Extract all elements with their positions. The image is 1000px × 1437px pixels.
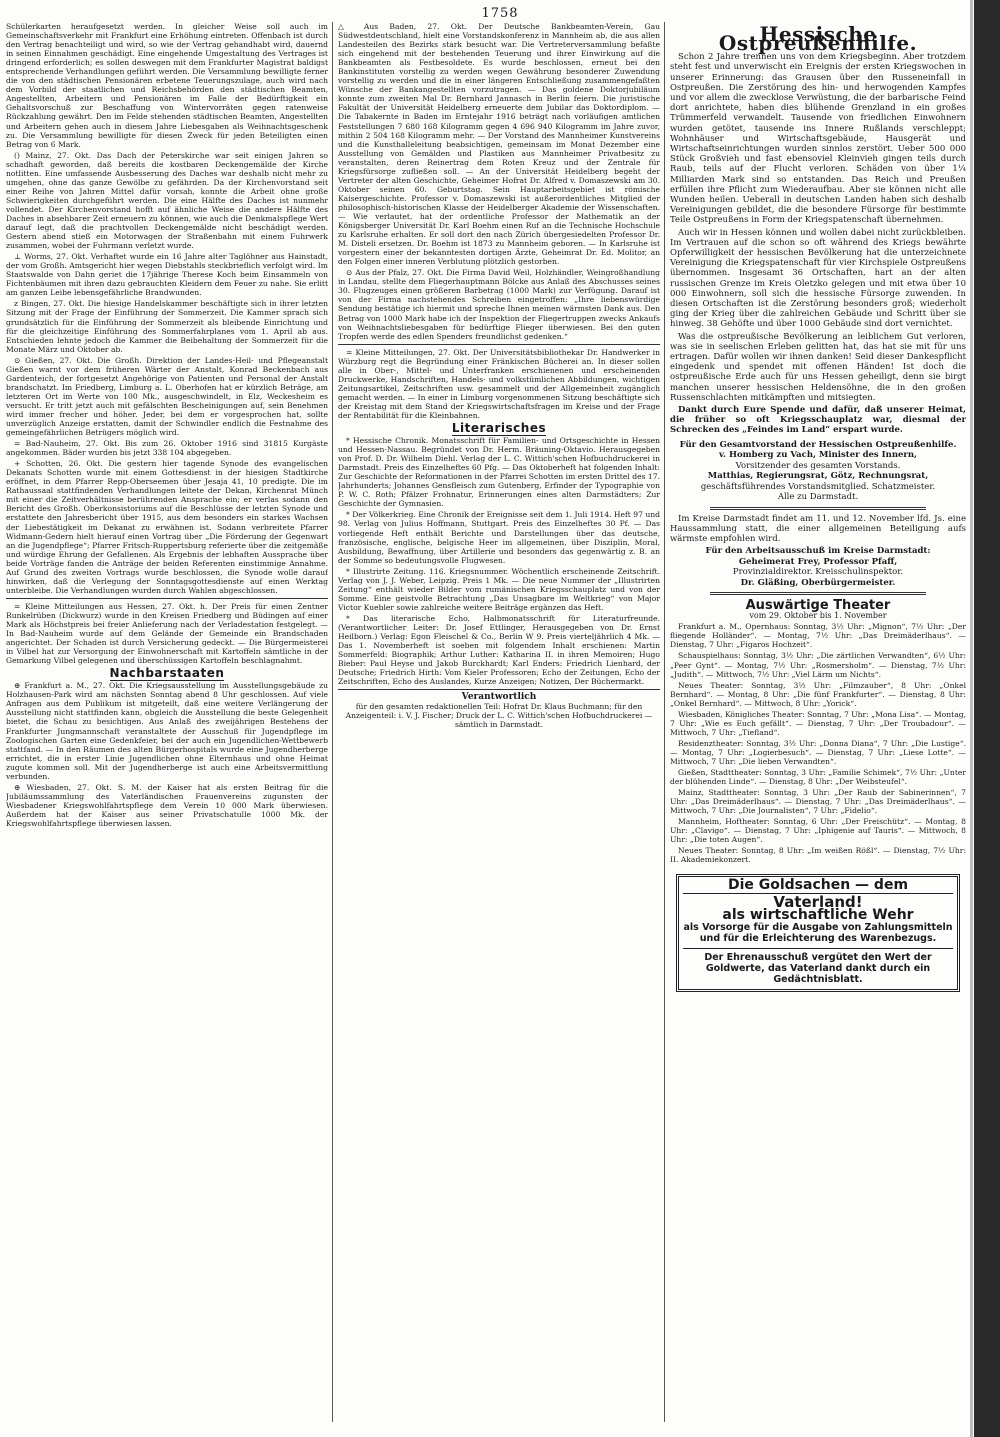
appeal-title: Hessische Ostpreußenhilfe. — [718, 22, 918, 56]
appeal-paragraph: Dankt durch Eure Spende und dafür, daß unserer Heimat, die früher so oft Kriegsschauplatz war, diesmal der Schrecken des „Feindes im Land“ erspart wurde. — [670, 405, 966, 436]
article-giessen: ⊙ Gießen, 27. Okt. Die Großh. Direktion der Landes-Heil- und Pflegeanstalt Gießen warnt vor dem früheren Wärter der Anstalt, Konrad Beckenbach aus Gardenteich, der fortgesetzt Angehörige von Patienten und Personal der Anstalt brandschatzt. Im Friedberg, Limburg a. L. Oberhofen hat er kürzlich Beträge, am letzteren Ort im Werte von 100 Mk., ausgeschwindelt, in Elz, Weckesheim es versucht. Er tritt jetzt auch mit gefälschten Bescheinigungen auf, sein Benehmen wird immer frecher und höher. Jeder, bei dem er vorgesprochen hat, sollte unverzüglich Anzeige erstatten, damit der Schwindler endlich die Festnahme des gemeingefährlichen Betrügers möglich wird. — [6, 355, 328, 438]
article-kleine-mitteilungen: = Kleine Mitteilungen, 27. Okt. Der Universitätsbibliothekar Dr. Handwerker in Würzburg regt die Begründung einer Fränkischen Bücherei an. In dieser sollen alle in Ober-, Mittel- und Unterfranken erschienenen und erscheinenden Druckwerke, Handschriften, Handels- und volkstümlichen Abbildungen, wichtigen Zeitungsartikel, Zeitschriften usw. gesammelt und der Allgemeinheit zugänglich gemacht werden. — In einer in Limburg vorgenommenen Sitzung beschäftigte sich der Kreistag mit dem Stand der Kriegswirtschaftsfragen im Kreise und der Frage der Rentabilität für die Kleinbahnen. — [338, 347, 660, 420]
collection-notice: Im Kreise Darmstadt findet am 11. und 12. November lfd. Js. eine Haussammlung statt, die einer allgemeinen Beteiligung aufs wärmste empfohlen wird. — [670, 513, 966, 545]
review-illustrirte-zeitung: * Illustrirte Zeitung. 116. Kriegsnummer. Wöchentlich erscheinende Zeitschrift. Verlag von J. J. Weber, Leipzig. Preis 1 Mk. — Die neue Nummer der „Illustrirten Zeitung“ enthält wieder Bilder vom rumänischen Kriegsschauplatz und von der Somme. Eine geistvolle Betrachtung „Das Unsagbare im Weltkrieg“ von Major Victor Kuebler sowie zahlreiche weitere Beiträge ergänzen das Heft. — [338, 566, 660, 612]
column-1 — [6, 22, 328, 1422]
article-worms: ⊥ Worms, 27. Okt. Verhaftet wurde ein 16 Jahre alter Taglöhner aus Hainstadt, der vom Großh. Amtsgericht hier wegen Diebstahls steckbrieflich verfolgt wird. Im Staatswalde von Dahn geriet die 17jährige Therese Koch beim Einsammeln von Fichtenbäumen mit ihren dazu gebrauchten Kleidern dem Feuer zu nahe. Sie erlitt am ganzen Leibe lebensgefährliche Brandwunden. — [6, 252, 328, 298]
ad-line: Der Ehrenausschuß vergütet den Wert der Goldwerte, das Vaterland dankt durch ein Gedächtnisblatt. — [683, 948, 953, 985]
divider — [710, 507, 926, 510]
divider — [338, 689, 660, 690]
divider — [710, 592, 926, 595]
theater-listing: Neues Theater: Sonntag, 3½ Uhr: „Filmzauber“, 8 Uhr: „Onkel Bernhard“. — Montag, 8 Uhr: „Die fünf Frankfurter“. — Dienstag, 8 Uhr: „Onkel Bernhard“. — Mittwoch, 8 Uhr: „Yorick“. — [670, 680, 966, 708]
article-pfalz: ⊙ Aus der Pfalz, 27. Okt. Die Firma David Weil, Holzhändler, Weingroßhandlung in Landau, stellte dem Fliegerhauptmann Bölcke aus Anlaß des Abschusses seines 30. Flugzeuges einen größeren Barbetrag (1000 Mark) zur Verfügung. Darauf ist von der Firma nachstehendes Schreiben eingetroffen: „Ihre liebenswürdige Sendung bestätige ich hiermit und spreche Ihnen meinen wärmsten Dank aus. Den Betrag von 1000 Mark habe ich der Inspektion der Fliegertruppen zwecks Ankaufs von Weihnachtsliebesgaben für bedürftige Flieger überwiesen. Bei den guten Tropfen werde des edlen Spenders freundlichst gedenken.“ — [338, 268, 660, 341]
review-voelkerkrieg: * Der Völkerkrieg. Eine Chronik der Ereignisse seit dem 1. Juli 1914. Heft 97 und 98. Verlag von Julius Hoffmann, Stuttgart. Preis des Einzelheftes 30 Pf. — Das vorliegende Heft enthält Berichte und Darstellungen über das deutsche, französische, englische, belgische Heer im allgemeinen, über Disziplin, Moral, Ausbildung, Bewaffnung, über Artillerie und besonders das gegenwärtig z. B. an der Somme so bedeutungsvolle Flugwesen. — [338, 510, 660, 565]
signature-line: Vorsitzender des gesamten Vorstands. — [735, 460, 901, 471]
section-heading-nachbarstaaten: Nachbarstaaten — [109, 666, 225, 681]
column-2 — [338, 22, 660, 1422]
article-schotten: + Schotten, 26. Okt. Die gestern hier tagende Synode des evangelischen Dekanats Schotten wurde mit einem Gottesdienst in der hiesigen Stadtkirche eröffnet, in dem Pfarrer Repp-Oberseemen über Jesaja 41, 10 predigte. Die im Rathaussaal stattfindenden Verhandlungen leitete der Dekan, Kirchenrat Münch mit einer die Zeitverhältnisse berührenden Ansprache ein; er verlas sodann den Bericht des Großh. Oberkonsistoriums auf die Beschlüsse der letzten Synode und erstattete den Jahresbericht über 1915, aus dem besonders ein starkes Wachsen der Liebestätigkeit im Dekanat zu erwähnen ist. Sodann verbreitete Pfarrer Widmann-Gedern hielt hierauf einen Vortrag über „Die Förderung der Gegenwart an die Jugendpflege“; Pfarrer Fritsch-Ruppertsburg referierte über die zeitgemäße und würdige Ehrung der Gefallenen. Als Ergebnis der lebhaften Aussprache über beide Vorträge fanden die Anträge der beiden Referenten einstimmige Annahme. Auf Grund des zweiten Vortrags wurde beschlossen, die Synode wolle darauf hinwirken, daß die Verlegung der Sonntagsgottesdienste auf einen Werktag unterbleibe. Die Verhandlungen wurden durch Wahlen abgeschlossen. — [6, 459, 328, 595]
signature-line: Alle zu Darmstadt. — [777, 492, 859, 503]
theater-listing: Neues Theater: Sonntag, 8 Uhr: „Im weißen Rößl“. — Dienstag, 7½ Uhr: II. Akademiekonzert. — [670, 846, 966, 865]
ad-line: als wirtschaftliche Wehr — [722, 906, 914, 923]
article-frankfurt: ⊕ Frankfurt a. M., 27. Okt. Die Kriegsausstellung im Ausstellungsgebäude zu Holzhausen-Park wird am nächsten Sonntag abend 8 Uhr geschlossen. Auf viele Anfragen aus dem Publikum ist mitgeteilt, daß eine weitere Verlängerung der Ausstellung nicht stattfinden kann, obgleich die Ausstellung die beste Gelegenheit bietet, die Schau zu besichtigen. Aus Anlaß des zweijährigen Bestehens der Frankfurter Jungmannschaft veranstaltete der Ausschuß für Jugendpflege im Zoologischen Garten eine Gedenkfeier, bei der auch ein Jugendlichen-Wettbewerb stattfand. — In den Räumen des alten Bürgerhospitals wurde eine Jugendherberge errichtet, die in erster Linie Jugendlichen ohne Elternhaus und ohne Heimat zugute kommen soll. Mit der Jugendherberge ist auch eine Arbeitsvermittlung verbunden. — [6, 681, 328, 781]
ad-line: Vaterland! — [773, 892, 863, 911]
column-rule — [664, 22, 665, 1422]
theater-listing: Mannheim, Hoftheater: Sonntag, 6 Uhr: „Der Freischütz“. — Montag, 8 Uhr: „Clavigo“. — Dienstag, 7 Uhr: „Iphigenie auf Tauris“. — Mittwoch, 8 Uhr: „Die toten Augen“. — [670, 817, 966, 845]
article-bingen: z Bingen, 27. Okt. Die hiesige Handelskammer beschäftigte sich in ihrer letzten Sitzung mit der Frage der Einführung der Sommerzeit. Die Kammer sprach sich grundsätzlich für die Einführung der Sommerzeit als bleibende Einrichtung und für die gleichzeitige Einführung des Sommerfahrplanes vom 1. April ab aus. Entschieden lehnte jedoch die Kammer die Beibehaltung der Sommerzeit für die Monate März und Oktober ab. — [6, 299, 328, 354]
divider — [6, 598, 328, 599]
appeal-paragraph: Schon 2 Jahre trennen uns von dem Kriegsbeginn. Aber trotzdem steht fest und unverwischt ein Ereignis der ersten Kriegswochen in unserer Erinnerung: das Grausen über den Russeneinfall in Ostpreußen. Die Zerstörung des hin- und herwogenden Kampfes und vor allem die zwecklose Verwüstung, die der barbarische Feind dort anrichtete, haben dies blühende Grenzland in ein großes Trümmerfeld verwandelt. Tausende von friedlichen Einwohnern wurden getötet, tausende ins Innere Rußlands verschleppt; Wohnhäuser und Wirtschaftsgebäude, Hausgerät und Wirtschaftseinrichtungen wurden sinnlos zerstört. Ueber 500 000 Stück Großvieh und fast ebensoviel Kleinvieh gingen teils durch Raub, teils auf der Flucht verloren. Schäden von über 1¼ Milliarden Mark sind so entstanden. Das Reich und Preußen erfüllen ihre Pflicht zum Wiederaufbau. Aber sie können nicht alle Wunden heilen. Ueberall in deutschen Landen haben sich deshalb Vereinigungen gebildet, die die besondere Fürsorge für bestimmte Teile Ostpreußens in Form der Kriegspatenschaft übernehmen. — [670, 52, 966, 226]
responsible-text: für den gesamten redaktionellen Teil: Hofrat Dr. Klaus Buchmann; für den Anzeigenteil: i. V. J. Fischer; Druck der L. C. Wittich'schen Hofbuchdruckerei — sämtlich in Darmstadt. — [345, 702, 653, 730]
page-number: 1758 — [481, 6, 519, 21]
ad-line: Die Goldsachen — dem — [683, 881, 953, 893]
appeal-paragraph: Auch wir in Hessen können und wollen dabei nicht zurückbleiben. Im Vertrauen auf die schon so oft während des Kriegs bewährte Opferwilligkeit der hessischen Bevölkerung hat die unterzeichnete Vereinigung die Kriegspatenschaft für vier Kirchspiele Ostpreußens übernommen. Insgesamt 36 Ortschaften, hart an der alten russischen Grenze im Kreis Oletzko gelegen und mit etwa über 10 000 Einwohnern, soll sich die hessische Fürsorge zuwenden. In diesen Ortschaften ist die Zerstörung besonders groß; wiederholt ging der Krieg über die zahlreichen Gebäude und Schritt über sie hinweg. 38 Gehöfte und über 1000 Gebäude sind dort vernichtet. — [670, 227, 966, 330]
review-hessische-chronik: * Hessische Chronik. Monatsschrift für Familien- und Ortsgeschichte in Hessen und Hessen-Nassau. Begründet von Dr. Herm. Bräuning-Oktavio. Herausgegeben von Prof. D. Dr. Wilhelm Diehl. Verlag der L. C. Wittich'schen Hofbuchdruckerei in Darmstadt. Preis des Einzelheftes 60 Pfg. — Das Oktoberheft hat folgenden Inhalt: Zur Geschichte der Reformationen in der Pfarrei Schotten im ersten Drittel des 17. Jahrhunderts; Johannes Gensfleisch zum Gutenberg, Erfinder der Typographie von P. W. C. Roth; Pfälzer Frohnatur, Erinnerungen eines alten Darmstädters; Zur Geschichte der Gymnasien. — [338, 436, 660, 509]
gold-advertisement — [676, 874, 960, 991]
review-literarische-echo: * Das literarische Echo. Halbmonatsschrift für Literaturfreunde. (Verantwortlicher Leiter: Dr. Josef Ettlinger, Herausgegeben von Dr. Ernst Heilborn.) Verlag: Egon Fleischel & Co., Berlin W 9. Preis vierteljährlich 4 Mk. — Das 1. Novemberheft ist soeben mit folgendem Inhalt erschienen: Martin Sommerfeld: Biographik; Arthur Luther: Katharina II. in ihren Memoiren; Hugo Bieber: Paul Heyse und Jakob Burckhardt; Karl Enders: Friedrich Lienhard, der Deutsche; Friedrich Hirth: Vom Kieler Professoren; Echo der Zeitungen, Echo der Zeitschriften, Echo des Auslandes, Kurze Anzeigen; Notizen, Der Büchermarkt. — [338, 613, 660, 687]
article-text: Schülerkarten heraufgesetzt werden. In gleicher Weise soll auch im Gemeinschaftsverkehr mit Frankfurt eine Erhöhung eintreten. Offenbach ist durch den Vertrag benachteiligt und wird, so wie der Vertrag gehandhabt wird, dauernd in seinen Einnahmen geschädigt. Eine eingehende Umgestaltung des Vertrages ist dringend erforderlich; es sollen deswegen mit dem Frankfurter Magistrat baldigst entsprechende Verhandlungen geführt werden. Die Versammlung bewilligte ferner die von den städtischen Pensionären erbetene Teuerungszulage, auch wird nach dem Vorbild der staatlichen und Reichsbehörden den städtischen Beamten, Angestellten, Arbeitern und Pensionären im Falle der Bedürftigkeit ein Gehaltsvorschuß zur Beschaffung von Wintervorräten gegen ratenweise Rückzahlung gewährt. Den im Felde stehenden städtischen Beamten, Angestellten und Arbeitern gehen auch in diesem Jahre Liebesgaben als Weihnachtsgeschenk zu. Die Versammlung bewilligte für diesen Zweck für jeden Beteiligten einen Betrag von 6 Mark. — [6, 22, 328, 149]
column-rule — [332, 22, 333, 1422]
divider — [338, 344, 660, 345]
appeal-paragraph: Was die ostpreußische Bevölkerung an leiblichem Gut verloren, was sie in seelischen Erleben gelitten hat, das hat sie mit für uns ertragen. Dafür wollen wir ihnen danken! Seid dieser Dankespflicht eingedenk und spendet mit offenen Händen! Ist doch die ostpreußische Erde auch für uns Hessen geheiligt, denn sie birgt manchen unserer hessischen Heldensöhne, die in den großen Russenschlachten mitkämpften und mitsiegten. — [670, 331, 966, 403]
responsible-heading: Verantwortlich — [461, 692, 537, 703]
column-3 — [670, 22, 966, 1422]
ad-line: als Vorsorge für die Ausgabe von Zahlungsmitteln und für die Erleichterung des Warenbezugs. — [683, 921, 953, 944]
signature-line: Dr. Gläßing, Oberbürgermeister. — [740, 577, 896, 588]
theater-listing: Frankfurt a. M., Opernhaus: Sonntag, 3½ Uhr: „Mignon“, 7½ Uhr: „Der fliegende Holländer“. — Montag, 7½ Uhr: „Das Dreimäderlhaus“. — Dienstag, 7 Uhr: „Figaros Hochzeit“. — [670, 622, 966, 650]
signature-heading: Für den Gesamtvorstand der Hessischen Ostpreußenhilfe. — [679, 439, 957, 450]
theater-heading: Auswärtige Theater — [745, 598, 891, 614]
signature-line: Geheimerat Frey, Professor Pfaff, — [738, 556, 898, 567]
article-bad-nauheim: = Bad-Nauheim, 27. Okt. Bis zum 26. Oktober 1916 sind 31815 Kurgäste angekommen. Bäder wurden bis jetzt 338 104 abgegeben. — [6, 439, 328, 458]
article-kleine-mitteilungen-hessen: = Kleine Mitteilungen aus Hessen, 27. Okt. h. Der Preis für einen Zentner Runkelrüben (Dickwurz) wurde in den Kreisen Friedberg und Büdingen auf einer Mark als Höchstpreis bei freier Anlieferung nach der Verladestation festgelegt. — In Bad-Nauheim wurde auf dem Gelände der Gemeinde ein Brandschaden angerichtet. Der Schaden ist durch Versicherung gedeckt. — Die Bürgermeisterei in Vilbel hat zur Versorgung der Einwohnerschaft mit Kartoffeln sämtliche in der Gemarkung Vilbel gelegenen und überschüssigen Kartoffeln beschlagnahmt. — [6, 601, 328, 666]
page-binding-edge — [974, 0, 1000, 1437]
signature-line: Matthias, Regierungsrat, Götz, Rechnungsrat, — [707, 471, 929, 482]
theater-listing: Residenztheater: Sonntag, 3½ Uhr: „Donna Diana“, 7 Uhr: „Die Lustige“. — Montag, 7 Uhr: „Logierbesuch“. — Dienstag, 7 Uhr: „Liese Lotte“. — Mittwoch, 7 Uhr: „Die lieben Verwandten“. — [670, 738, 966, 766]
theater-listing: Wiesbaden, Königliches Theater: Sonntag, 7 Uhr: „Mona Lisa“. — Montag, 7 Uhr: „Wie es Euch gefällt“. — Dienstag, 7 Uhr: „Der Troubadour“. — Mittwoch, 7 Uhr: „Tiefland“. — [670, 709, 966, 737]
page-edge-shadow — [970, 0, 973, 1437]
signature-line: v. Homberg zu Vach, Minister des Innern, — [718, 450, 918, 461]
article-wiesbaden: ⊕ Wiesbaden, 27. Okt. S. M. der Kaiser hat als ersten Beitrag für die Jubiläumssammlung des Vaterländischen Frauenvereins zugunsten der Wiesbadener Kriegswohlfahrtspflege dem Verein 10 000 Mark überwiesen. Außerdem hat der Kaiser aus seiner Privatschatulle 1000 Mk. der Kriegswohlfahrtspflege überwiesen lassen. — [6, 782, 328, 828]
theater-subheading: vom 29. Oktober bis 1. November — [749, 611, 887, 621]
signature-heading: Für den Arbeitsausschuß im Kreise Darmstadt: — [705, 546, 931, 557]
theater-listing: Gießen, Stadttheater: Sonntag, 3 Uhr: „Familie Schimek“, 7½ Uhr: „Unter der blühenden Linde“. — Dienstag, 8 Uhr: „Der Weibsteufel“. — [670, 768, 966, 787]
section-heading-literarisches: Literarisches — [451, 421, 547, 436]
theater-listing: Mainz, Stadttheater: Sonntag, 3 Uhr: „Der Raub der Sabinerinnen“, 7 Uhr: „Das Dreimäderlhaus“. — Dienstag, 7 Uhr: „Das Dreimäderlhaus“. — Mittwoch, 7 Uhr: „Die Journalisten“, 7 Uhr: „Fidelio“. — [670, 788, 966, 816]
article-mainz: () Mainz, 27. Okt. Das Dach der Peterskirche war seit einigen Jahren so schadhaft geworden, daß bereits die kostbaren Deckengemälde der Kirche notlitten. Eine umfassende Ausbesserung des Daches war deshalb nicht mehr zu umgehen, ohne das ganze Gewölbe zu gefährden. Da der Kirchenvorstand seit einer Reihe von Jahren Mittel dafür vorsah, konnte die Arbeit ohne große Schwierigkeiten durchgeführt werden. Die eine Hälfte des Daches ist nunmehr vollendet. Der Kirchenvorstand hofft auf ähnliche Weise die andere Hälfte des Daches in absehbarer Zeit erneuern zu können, wie auch die Denkmalspflege Wert darauf legt, daß die prachtvollen Deckengemälde nicht beschädigt werden. Gestern abend stieß ein Motorwagen der Straßenbahn mit einem Fuhrwerk zusammen, wobei der Fuhrmann verletzt wurde. — [6, 150, 328, 251]
theater-listing: Schauspielhaus: Sonntag, 3½ Uhr: „Die zärtlichen Verwandten“, 6½ Uhr: „Peer Gynt“. — Montag, 7½ Uhr: „Rosmersholm“. — Dienstag, 7½ Uhr: „Judith“. — Mittwoch, 7½ Uhr: „Viel Lärm um Nichts“. — [670, 651, 966, 679]
signature-line: Provinzialdirektor. Kreisschulinspektor. — [732, 567, 904, 578]
article-baden: △ Aus Baden, 27. Okt. Der Deutsche Bankbeamten-Verein, Gau Südwestdeutschland, hielt eine Vorstandskonferenz in Mannheim ab, die aus allen Landesteilen des Bezirks stark besucht war. Die Vertreterversammlung befaßte sich eingehend mit der bestehenden Teuerung und ihrer Einwirkung auf die Bankbeamten als Festbesoldete. Es wurde beschlossen, erneut bei den Bankinstituten vorstellig zu werden wegen Gewährung besonderer Zuwendung vorstellig zu werden und die in einer längeren Entschließung zusammengefaßten Wünsche der Bankangestellten vorzutragen. — Das goldene Doktorjubiläum konnte zum zweiten Mal Dr. Bernhard Jannasch in Berlin feiern. Die juristische Fakultät der Universität Heidelberg erneuerte dem Jubilar das Doktordiplom. — Die Tabakernte in Baden im Erntejahr 1916 beträgt nach vorläufigen amtlichen Feststellungen 7 680 168 Kilogramm gegen 4 696 940 Kilogramm im Jahre zuvor, mithin 2 504 168 Kilogramm mehr. — Der Vorstand des Mannheimer Kunstvereins und die Kunsthalleleitung beabsichtigen, gemeinsam im Monat Dezember eine Ausstellung von Gemälden und Plastiken aus Mannheimer Privatbesitz zu veranstalten, deren Reinertrag dem Roten Kreuz und der Zentrale für Kriegsfürsorge zufließen soll. — An der Universität Heidelberg begeht der Vertreter der alten Geschichte, Geheimer Hofrat Dr. Alfred v. Domaszewski am 30. Oktober seinen 60. Geburtstag. Sein Hauptarbeitsgebiet ist römische Kaisergeschichte. Professor v. Domaszewski ist außerordentliches Mitglied der philosophisch-historischen Klasse der Heidelberger Akademie der Wissenschaften. — Wie verlautet, hat der ordentliche Professor der Mathematik an der Königsberger Universität Dr. Karl Boehm einen Ruf an die Technische Hochschule zu Karlsruhe erhalten. Er soll dort den nach Zürich übergesiedelten Professor Dr. M. Disteli ersetzen. Dr. Boehm ist 1873 zu Mannheim geboren. — In Karlsruhe ist vorgestern einer der bekanntesten dortigen Ärzte, Geheimrat Dr. Ed. Molitor, an den Folgen einer inneren Verblutung plötzlich gestorben. — [338, 22, 660, 267]
signature-line: geschäftsführendes Vorstandsmitglied. Schatzmeister. — [700, 481, 936, 492]
